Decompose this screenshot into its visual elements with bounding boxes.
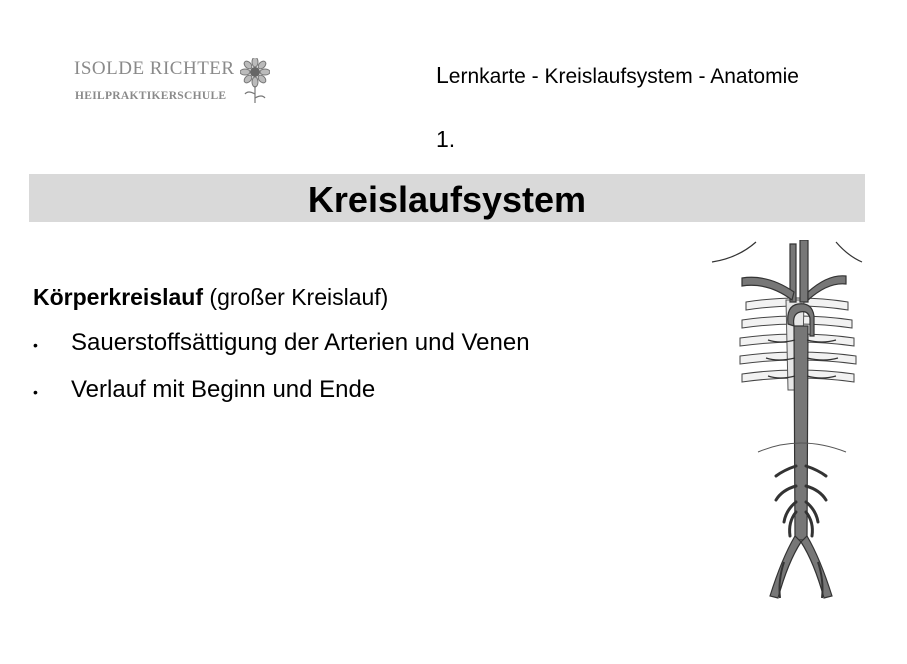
bullet-text: Verlauf mit Beginn und Ende [71,376,376,403]
flower-icon [240,58,270,104]
subtitle-light: (großer Kreislauf) [203,284,389,310]
logo-name: ISOLDE RICHTER [74,58,235,79]
title-banner [29,174,865,222]
page-number: 1. [436,126,456,152]
logo-subtitle: HEILPRAKTIKERSCHULE [75,90,227,102]
school-logo [74,58,274,108]
header-rest: ernkarte - Kreislaufsystem - Anatomie [448,65,799,88]
bullet-text: Sauerstoffsättigung der Arterien und Venen [71,329,530,356]
bullet-marker: • [33,384,38,400]
banner-title: Kreislaufsystem [307,179,587,220]
subtitle-strong: Körperkreislauf [33,284,204,310]
bullet-marker: • [33,337,38,353]
section-subtitle [33,284,388,311]
aorta-illustration [708,240,868,600]
card-header-title [436,62,799,89]
header-first-letter: L [436,62,449,88]
